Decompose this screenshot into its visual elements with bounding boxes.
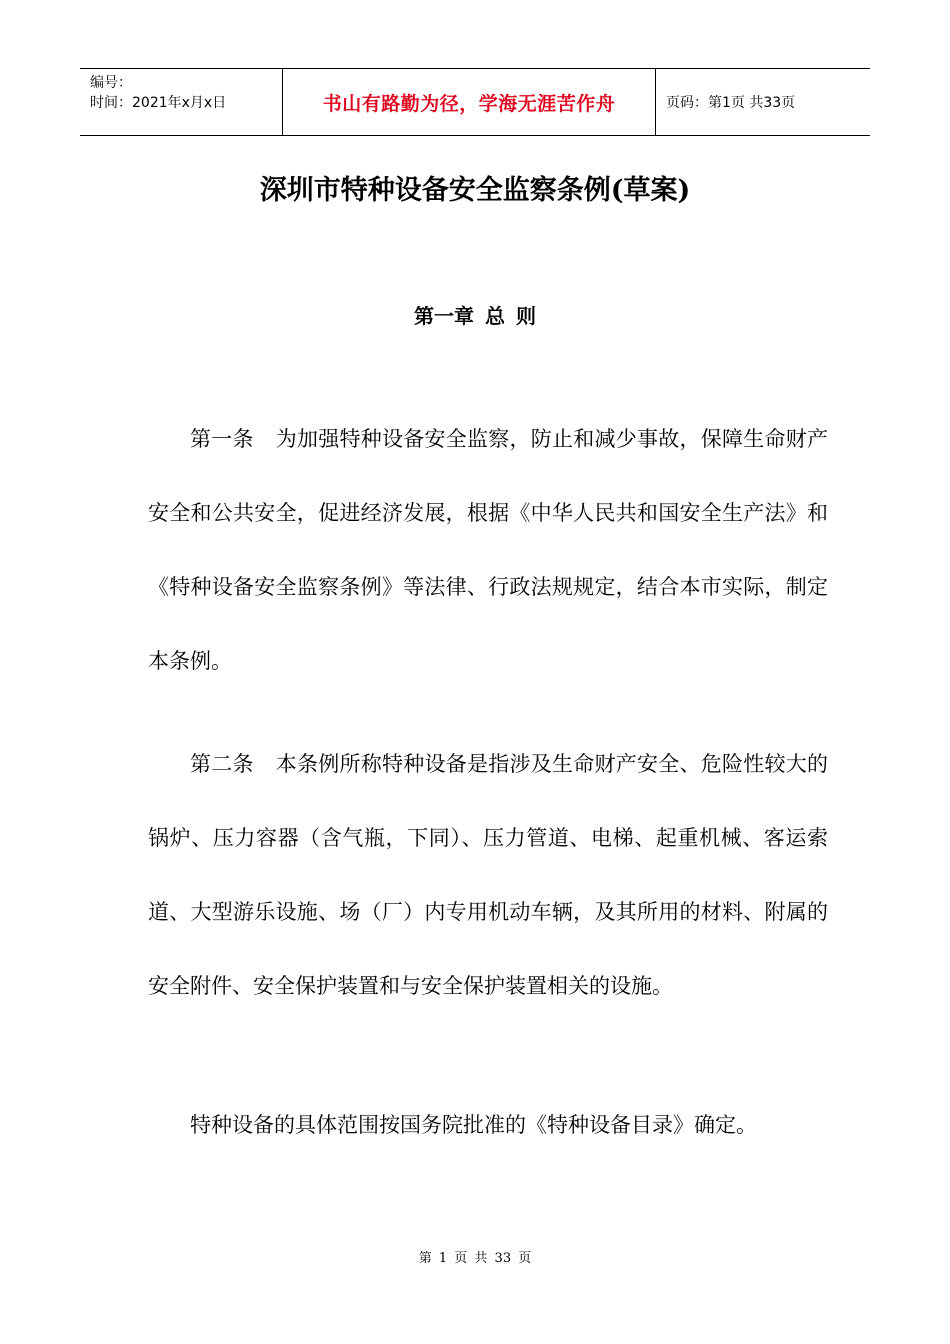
extra-paragraph: 特种设备的具体范围按国务院批准的《特种设备目录》确定。 (190, 1113, 757, 1137)
document-title: 深圳市特种设备安全监察条例(草案) (259, 175, 691, 206)
chapter-heading: 第一章 总 则 (414, 304, 536, 328)
header-meta-cell (80, 69, 282, 135)
time-label: 时间：2021年x月x日 (90, 95, 227, 111)
article-1 (148, 402, 828, 698)
header-motto-cell (282, 69, 656, 135)
header-table (80, 68, 870, 136)
article-2-text: 本条例所称特种设备是指涉及生命财产安全、危险性较大的锅炉、压力容器（含气瓶，下同）、压力管道、电梯、起重机械、客运索道、大型游乐设施、场（厂）内专用机动车辆，及其所用的材料、附属的安全附件、安全保护装置和与安全保护装置相关的设施。 (148, 752, 828, 998)
article-1-text: 为加强特种设备安全监察，防止和减少事故，保障生命财产安全和公共安全，促进经济发展，根据《中华人民共和国安全生产法》和《特种设备安全监察条例》等法律、行政法规规定，结合本市实际，制定本条例。 (148, 427, 828, 673)
article-2 (148, 727, 828, 1023)
motto-text: 书山有路勤为径，学海无涯苦作舟 (322, 92, 616, 115)
page-footer: 第 1 页 共 33 页 (418, 1251, 532, 1266)
page-info: 页码：第1页 共33页 (666, 95, 796, 111)
header-page-cell (656, 69, 870, 135)
article-1-label: 第一条 (190, 427, 254, 451)
article-2-label: 第二条 (190, 752, 254, 776)
number-label: 编号： (90, 75, 132, 91)
